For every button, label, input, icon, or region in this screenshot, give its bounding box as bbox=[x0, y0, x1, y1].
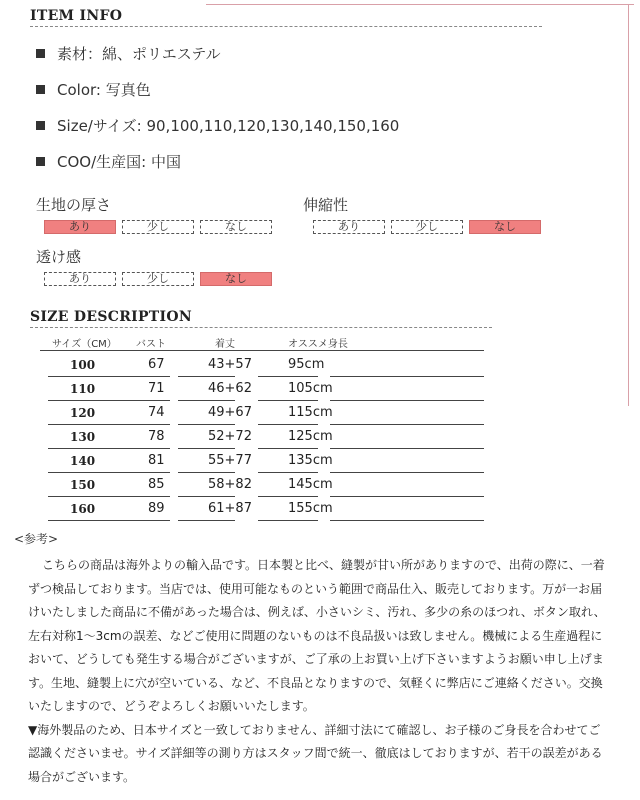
sheer-option-sukoshi: 少し bbox=[122, 272, 194, 286]
table-row bbox=[40, 403, 484, 427]
cell-height: 135cm bbox=[288, 453, 333, 468]
row-underline bbox=[258, 496, 318, 497]
info-size-text: Size/サイズ: 90,100,110,120,130,140,150,160 bbox=[57, 117, 400, 135]
item-info-title: ITEM INFO bbox=[30, 8, 123, 24]
row-underline bbox=[48, 376, 170, 377]
row-underline bbox=[48, 424, 170, 425]
cell-size: 160 bbox=[70, 502, 96, 516]
cell-size: 130 bbox=[70, 430, 96, 444]
cell-size: 110 bbox=[70, 382, 96, 396]
cell-length: 58+82 bbox=[208, 477, 252, 492]
row-underline bbox=[178, 472, 235, 473]
bullet-square-icon bbox=[36, 157, 45, 166]
cell-bust: 74 bbox=[148, 405, 165, 420]
cell-height: 155cm bbox=[288, 501, 333, 516]
header-recommended-height: オススメ身長 bbox=[288, 339, 348, 350]
row-underline bbox=[48, 520, 170, 521]
table-row bbox=[40, 355, 484, 379]
row-underline bbox=[258, 448, 318, 449]
bullet-square-icon bbox=[36, 85, 45, 94]
info-row-color bbox=[36, 79, 151, 100]
row-underline bbox=[48, 400, 170, 401]
sheer-option-nashi: なし bbox=[200, 272, 272, 286]
sheer-label: 透け感 bbox=[36, 248, 82, 266]
row-underline bbox=[258, 520, 318, 521]
row-underline bbox=[178, 424, 235, 425]
cell-length: 55+77 bbox=[208, 453, 252, 468]
row-underline bbox=[258, 376, 318, 377]
cell-height: 145cm bbox=[288, 477, 333, 492]
reference-body bbox=[28, 554, 608, 789]
row-underline bbox=[178, 376, 235, 377]
cell-size: 100 bbox=[70, 358, 96, 372]
row-underline bbox=[330, 448, 484, 449]
cell-bust: 67 bbox=[148, 357, 165, 372]
frame-top-line bbox=[206, 4, 634, 5]
cell-bust: 81 bbox=[148, 453, 165, 468]
stretch-option-ari: あり bbox=[313, 220, 385, 234]
bullet-square-icon bbox=[36, 49, 45, 58]
cell-height: 115cm bbox=[288, 405, 333, 420]
row-underline bbox=[258, 400, 318, 401]
info-row-coo bbox=[36, 151, 181, 172]
thickness-option-nashi: なし bbox=[200, 220, 272, 234]
cell-height: 95cm bbox=[288, 357, 325, 372]
row-underline bbox=[178, 400, 235, 401]
info-color-text: Color: 写真色 bbox=[57, 81, 151, 99]
table-row bbox=[40, 451, 484, 475]
thickness-label: 生地の厚さ bbox=[36, 196, 112, 214]
size-description-divider bbox=[30, 327, 492, 328]
table-row bbox=[40, 379, 484, 403]
row-underline bbox=[330, 520, 484, 521]
sheer-option-ari: あり bbox=[44, 272, 116, 286]
stretch-options bbox=[313, 220, 541, 234]
table-row bbox=[40, 499, 484, 523]
stretch-option-nashi: なし bbox=[469, 220, 541, 234]
row-underline bbox=[178, 520, 235, 521]
row-underline bbox=[330, 472, 484, 473]
size-description-title: SIZE DESCRIPTION bbox=[30, 309, 192, 325]
cell-bust: 89 bbox=[148, 501, 165, 516]
thickness-option-sukoshi: 少し bbox=[122, 220, 194, 234]
row-underline bbox=[178, 496, 235, 497]
cell-length: 61+87 bbox=[208, 501, 252, 516]
row-underline bbox=[178, 448, 235, 449]
cell-size: 140 bbox=[70, 454, 96, 468]
header-size: サイズ（CM） bbox=[52, 339, 117, 350]
thickness-options bbox=[44, 220, 272, 234]
frame-right-line bbox=[628, 4, 629, 406]
header-length: 着丈 bbox=[215, 339, 235, 350]
info-row-size bbox=[36, 115, 399, 136]
thickness-option-ari: あり bbox=[44, 220, 116, 234]
cell-size: 120 bbox=[70, 406, 96, 420]
info-coo-text: COO/生産国: 中国 bbox=[57, 153, 181, 171]
cell-bust: 78 bbox=[148, 429, 165, 444]
cell-length: 49+67 bbox=[208, 405, 252, 420]
info-row-material bbox=[36, 43, 221, 64]
reference-paragraph-2: ▼海外製品のため、日本サイズと一致しておりません、詳細寸法にて確認し、お子様のご身長を合わせてご認識くださいませ。サイズ詳細等の測り方はスタッフ間で統一、徹底はしておりますが、若干の誤差がある場合がございます。 bbox=[28, 722, 603, 784]
table-row bbox=[40, 475, 484, 499]
stretch-label: 伸縮性 bbox=[303, 196, 349, 214]
table-row bbox=[40, 427, 484, 451]
row-underline bbox=[330, 496, 484, 497]
row-underline bbox=[48, 472, 170, 473]
header-bust: バスト bbox=[136, 339, 166, 350]
cell-size: 150 bbox=[70, 478, 96, 492]
reference-paragraph-1: こちらの商品は海外よりの輸入品です。日本製と比べ、縫製が甘い所がありますので、出荷の際に、一着ずつ検品しております。当店では、使用可能なものという範囲で商品仕入、販売しております。万が一お届けいたしました商品に不備があった場合は、例えば、小さいシミ、汚れ、多少の糸のほつれ、ボタン取れ、左右対称1～3cmの誤差、などご使用に問題のないものは不良品扱いは致しません。機械による生産過程において、どうしても発生する場合がございますが、ご了承の上お買い上げ下さいますようお願い申し上げます。生地、縫製上に穴が空いている、など、不良品となりますので、気軽くに弊店にご連絡ください。交換いたしますので、どうぞよろしくお願いいたします。 bbox=[28, 558, 606, 713]
row-underline bbox=[330, 424, 484, 425]
cell-length: 52+72 bbox=[208, 429, 252, 444]
size-table-header-line bbox=[40, 350, 484, 351]
cell-height: 125cm bbox=[288, 429, 333, 444]
row-underline bbox=[258, 472, 318, 473]
cell-height: 105cm bbox=[288, 381, 333, 396]
reference-title: <参考> bbox=[14, 532, 59, 546]
cell-bust: 71 bbox=[148, 381, 165, 396]
row-underline bbox=[48, 496, 170, 497]
row-underline bbox=[330, 376, 484, 377]
cell-bust: 85 bbox=[148, 477, 165, 492]
bullet-square-icon bbox=[36, 121, 45, 130]
info-material-text: 素材：綿、ポリエステル bbox=[57, 45, 221, 63]
row-underline bbox=[48, 448, 170, 449]
row-underline bbox=[330, 400, 484, 401]
cell-length: 43+57 bbox=[208, 357, 252, 372]
item-info-divider bbox=[30, 26, 542, 27]
stretch-option-sukoshi: 少し bbox=[391, 220, 463, 234]
sheer-options bbox=[44, 272, 272, 286]
cell-length: 46+62 bbox=[208, 381, 252, 396]
row-underline bbox=[258, 424, 318, 425]
